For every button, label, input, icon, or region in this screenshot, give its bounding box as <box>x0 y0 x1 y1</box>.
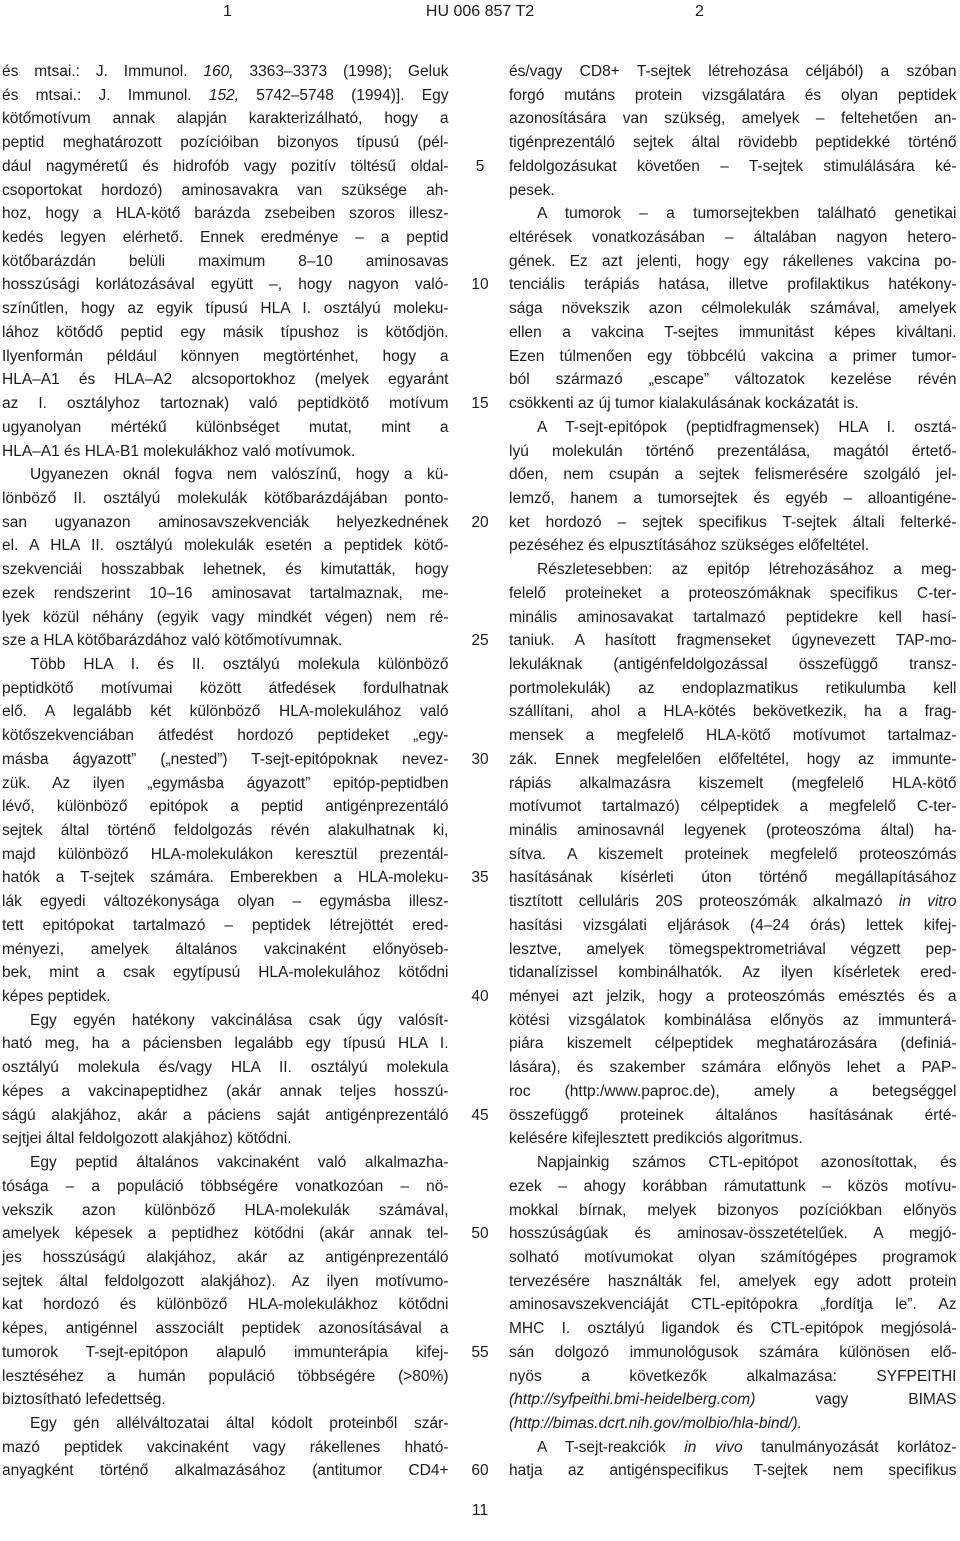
paragraph <box>2 1412 449 1483</box>
text-run: dául nagyméretű és hidrofób vagy pozitív töltésű oldal- <box>2 157 449 175</box>
italic-text-run: 152, <box>208 86 240 104</box>
text-run: pesek. <box>509 181 555 199</box>
text-line <box>509 297 957 321</box>
text-line <box>2 1104 449 1128</box>
text-column <box>2 60 449 1483</box>
text-line <box>509 1317 957 1341</box>
text-run: kötőbarázdán belüli maximum 8–10 aminosavas <box>2 252 449 270</box>
line-number: 15 <box>471 395 489 413</box>
text-run: ezek – ahogy korábban rámutattunk – közös motívu- <box>509 1177 957 1195</box>
left-column-page-number: 1 <box>223 3 232 20</box>
text-run: felelő proteineket a proteoszómáknak specifikus C-ter- <box>509 584 957 602</box>
text-run: A T-sejt-epitópok (peptidfragmensek) HLA I. osztá- <box>537 418 957 436</box>
text-line <box>509 748 957 772</box>
text-line <box>2 1199 449 1223</box>
text-line <box>2 1032 449 1056</box>
text-run: aminosavszekvenciáját CTL-epitópokra „fordítja le”. Az <box>509 1296 957 1314</box>
text-run: solható motívumokat olyan számítógépes programok <box>509 1248 957 1266</box>
text-run: lák egyedi változékonysága olyan – egymásba illesz- <box>2 893 449 911</box>
text-run: tanulmányozását korlátoz- <box>742 1438 957 1456</box>
text-run: tervezésére használták fel, amelyek egy adott protein <box>509 1272 957 1290</box>
text-line <box>509 700 957 724</box>
text-line <box>509 202 957 226</box>
text-run: összefüggő proteinek általános hasításának érté- <box>509 1106 957 1124</box>
text-line <box>509 890 957 914</box>
text-run: lesztéséhez a humán populáció többségére (>80%) <box>2 1367 449 1385</box>
text-run: hoz, hogy a HLA-kötő barázda zsebeiben szoros illesz- <box>2 205 449 223</box>
text-run: hosszúsági korlátozásával együtt –, hogy nagyon való- <box>2 276 449 294</box>
text-line <box>2 1175 449 1199</box>
text-line <box>2 1222 449 1246</box>
text-line <box>509 1365 957 1389</box>
text-line <box>2 724 449 748</box>
text-run: tidanalízissel kombinálhatók. Az ilyen kísérletek ered- <box>509 964 957 982</box>
text-run: eltérések vonatkozásában – általában nagyon hetero- <box>509 229 957 247</box>
text-run: pezéséhez és elpusztításához szükséges előfeltétel. <box>509 537 870 555</box>
text-run: HLA–A1 és HLA–A2 alcsoportokhoz (melyek egyaránt <box>2 371 449 389</box>
text-line <box>2 511 449 535</box>
text-line <box>2 1365 449 1389</box>
paragraph <box>2 1151 449 1412</box>
text-run: hosszúságúak és aminosav-összetételűek. A megjó- <box>509 1225 957 1243</box>
text-line <box>509 226 957 250</box>
text-line <box>509 84 957 108</box>
text-run: jes hosszúságú alakjához, akár az antigénprezentáló <box>2 1248 449 1266</box>
text-line <box>509 131 957 155</box>
text-run: biztosítható lefedettség. <box>2 1391 166 1409</box>
text-line <box>509 582 957 606</box>
text-run: színűtlen, hogy az egyik típusú HLA I. osztályú moleku- <box>2 300 449 318</box>
text-run: taniuk. A hasított fragmenseket úgynevezett TAP-mo- <box>509 632 957 650</box>
text-line <box>509 1104 957 1128</box>
text-line <box>2 866 449 890</box>
text-line <box>509 155 957 179</box>
document-id: HU 006 857 T2 <box>425 3 535 20</box>
text-line <box>2 155 449 179</box>
text-run: piára kiszemelt célpeptidek meghatározására (definiá- <box>509 1035 957 1053</box>
text-run: sejtjei által feldolgozott alakjához) kötődni. <box>2 1130 292 1148</box>
text-run: hatja az antigénspecifikus T-sejtek nem specifikus <box>509 1462 957 1480</box>
text-run: tigénprezentáló sejtek által rövidebb peptidekké történő <box>509 134 957 152</box>
text-line <box>2 1270 449 1294</box>
text-line <box>509 1293 957 1317</box>
text-run: Ilyenformán például könnyen megtörténhet, hogy a <box>2 347 449 365</box>
line-number: 5 <box>475 157 485 175</box>
text-run: MHC I. osztályú ligandok és CTL-epitópok megjósolá- <box>509 1320 957 1338</box>
text-line <box>2 84 449 108</box>
line-number: 35 <box>471 869 489 887</box>
text-run: lévő, különböző epitópok a peptid antigénprezentáló <box>2 798 449 816</box>
text-run: mensek a megfelelő HLA-kötő motívumot tartalmaz- <box>509 727 957 745</box>
italic-text-run: 160, <box>203 63 234 80</box>
text-run: zük. Az ilyen „egymásba ágyazott” epitóp-peptidben <box>2 774 449 792</box>
text-line <box>2 250 449 274</box>
text-line <box>2 1127 449 1151</box>
text-line <box>2 416 449 440</box>
text-line <box>2 653 449 677</box>
text-line <box>2 677 449 701</box>
text-line <box>2 700 449 724</box>
text-run: dően, nem csupán a sejtek felismerésére szolgáló jel- <box>509 466 957 484</box>
text-line <box>509 1127 957 1151</box>
text-line <box>509 250 957 274</box>
text-line <box>509 321 957 345</box>
text-run: Egy egyén hatékony vakcinálása csak úgy valósít- <box>30 1011 449 1029</box>
text-run: osztályú molekula és/vagy HLA II. osztályú molekula <box>2 1059 449 1077</box>
text-line <box>509 938 957 962</box>
text-run: lyú molekulán történő prezentálása, magától értető- <box>509 442 957 460</box>
text-line <box>2 1317 449 1341</box>
text-line <box>2 487 449 511</box>
line-number: 55 <box>471 1343 489 1361</box>
text-line <box>2 1388 449 1412</box>
text-line <box>509 1412 957 1436</box>
text-line <box>509 1246 957 1270</box>
text-run: ellen a vakcina T-sejtes immunitást képes kiváltani. <box>509 323 957 341</box>
italic-text-run: (http://syfpeithi.bmi-heidelberg.com) <box>509 1391 756 1409</box>
text-run: sejtek által feldolgozott alakjához). Az ilyen motívumo- <box>2 1272 449 1290</box>
text-run: Részletesebben: az epitóp létrehozásához a meg- <box>537 561 957 579</box>
text-line <box>509 60 957 84</box>
text-line <box>2 179 449 203</box>
text-run: lására), és szakember számára előnyös lehet a PAP- <box>509 1059 957 1077</box>
text-line <box>509 558 957 582</box>
line-number: 30 <box>471 750 489 768</box>
text-run: forgó mutáns protein vizsgálatára és olyan peptidek <box>509 86 957 104</box>
text-run: csoportokat hordozó) aminosavakra van szüksége ah- <box>2 181 449 199</box>
paragraph <box>509 1436 957 1483</box>
text-run: A tumorok – a tumorsejtekben található genetikai <box>537 205 957 223</box>
text-run: Több HLA I. és II. osztályú molekula különböző <box>30 655 449 673</box>
text-line <box>509 1341 957 1365</box>
line-number: 50 <box>471 1225 489 1243</box>
text-run: lához kötődő peptid egy másik típushoz is kötődjön. <box>2 323 449 341</box>
paragraph <box>2 653 449 1009</box>
text-run: majd különböző HLA-molekulákon keresztül prezentál- <box>2 845 449 863</box>
text-line <box>509 866 957 890</box>
text-line <box>2 321 449 345</box>
text-line <box>509 1009 957 1033</box>
text-line <box>2 345 449 369</box>
text-run: feldolgozásukat követően – T-sejtek stimulálására ké- <box>509 157 957 175</box>
text-run: A T-sejt-reakciók <box>537 1438 685 1456</box>
text-line <box>509 1270 957 1294</box>
line-number: 45 <box>471 1106 489 1124</box>
text-run: rápiás alkalmazásra kiszemelt (megfelelő HLA-kötő <box>509 774 957 792</box>
text-run: vagy BIMAS <box>755 1391 957 1409</box>
text-run: képes peptidek. <box>2 988 111 1006</box>
text-line <box>2 890 449 914</box>
text-run: tósága – a populáció többségére vonatkozóan – nö- <box>2 1177 449 1195</box>
text-run: sága növekszik azon célmolekulák számával, amelyek <box>509 300 957 318</box>
text-run: lyek közül néhány (egyik vagy mindkét végen) nem ré- <box>2 608 449 626</box>
text-run: ezek rendszerint 10–16 aminosavat tartalmaznak, me- <box>2 584 449 602</box>
text-run: minális aminosavakat tartalmazó peptidekre kell hasí- <box>509 608 957 626</box>
text-run: anyagként történő alkalmazásához (antitumor CD4+ <box>2 1462 449 1480</box>
text-run: el. A HLA II. osztályú molekulák esetén a peptidek kötő- <box>2 537 449 555</box>
text-run: Egy gén allélváltozatai által kódolt proteinből szár- <box>30 1414 449 1432</box>
text-run: tumorok T-sejt-epitópon alapuló immunterápia kifej- <box>2 1343 449 1361</box>
text-run: sejtek által történő feldolgozás révén alakulhatnak ki, <box>2 822 449 839</box>
text-line <box>2 131 449 155</box>
text-line <box>2 1436 449 1460</box>
text-line <box>509 487 957 511</box>
paragraph <box>509 202 957 415</box>
text-line <box>2 914 449 938</box>
text-line <box>2 440 449 464</box>
text-line <box>2 392 449 416</box>
text-line <box>509 107 957 131</box>
paragraph <box>509 1151 957 1436</box>
text-run: Egy peptid általános vakcinaként való alkalmazha- <box>30 1154 449 1172</box>
text-run: kötőszekvenciában átfedést hordozó peptideket „egy- <box>2 727 449 745</box>
text-run: lönböző II. osztályú molekulák kötőbarázdájában ponto- <box>2 489 449 507</box>
text-run: motívumot tartalmazó) célpeptidek a megfelelő C-ter- <box>509 798 957 816</box>
text-line <box>509 1056 957 1080</box>
text-line <box>2 273 449 297</box>
text-run: HLA–A1 és HLA-B1 molekulákhoz való motívumok. <box>2 442 356 460</box>
text-run: csökkenti az új tumor kialakulásának kockázatát is. <box>509 395 859 413</box>
text-line <box>509 1080 957 1104</box>
italic-text-run: (http://bimas.dcrt.nih.gov/molbio/hla-bind/). <box>509 1414 802 1432</box>
text-run: sze a HLA kötőbarázdához való kötőmotívumnak. <box>2 632 343 650</box>
paragraph <box>509 416 957 558</box>
text-line <box>2 795 449 819</box>
text-line <box>509 914 957 938</box>
text-line <box>2 534 449 558</box>
text-line <box>2 1459 449 1483</box>
text-line <box>509 392 957 416</box>
text-run: szekvenciái hosszabbak lehetnek, és kimutatták, hogy <box>2 561 449 579</box>
text-run: és mtsai.: J. Immunol. <box>2 63 204 80</box>
text-line <box>509 1222 957 1246</box>
text-line <box>2 582 449 606</box>
text-run: hasítási vizsgálati eljárások (4–24 órás) lettek kifej- <box>509 916 957 934</box>
text-line <box>2 1341 449 1365</box>
text-run: ból származó „escape” változatok kezelése révén <box>509 371 957 389</box>
text-run: ket hordozó – sejtek specifikus T-sejtek általi felterké- <box>509 513 957 531</box>
text-line <box>509 795 957 819</box>
text-run: vekszik azon különböző HLA-molekulák számával, <box>2 1201 449 1219</box>
text-run: gének. Ez azt jelenti, hogy egy rákellenes vakcina po- <box>509 252 957 270</box>
text-run: tenciális terápiás hatása, illetve profilaktikus hatékony- <box>509 276 957 294</box>
text-line <box>509 1199 957 1223</box>
text-line <box>509 629 957 653</box>
text-line <box>2 629 449 653</box>
text-run: Napjainkig számos CTL-epitópot azonosítottak, és <box>537 1154 957 1172</box>
page-number: 11 <box>471 1502 489 1519</box>
text-line <box>2 1009 449 1033</box>
text-line <box>2 1080 449 1104</box>
text-line <box>2 606 449 630</box>
text-line <box>509 511 957 535</box>
line-number-gutter <box>458 60 502 1490</box>
paragraph <box>2 463 449 653</box>
text-run: képes a vakcinapeptidhez (akár annak teljes hosszú- <box>2 1082 449 1100</box>
text-line <box>2 772 449 796</box>
text-line <box>2 1412 449 1436</box>
text-line <box>2 107 449 131</box>
text-run: peptid meghatározott pozícióiban bizonyos típusú (pél- <box>2 134 449 152</box>
text-line <box>2 558 449 582</box>
text-line <box>2 368 449 392</box>
text-line <box>509 416 957 440</box>
line-number: 10 <box>471 276 489 294</box>
text-line <box>2 226 449 250</box>
line-number: 60 <box>471 1462 489 1480</box>
text-line <box>2 985 449 1009</box>
text-line <box>509 606 957 630</box>
text-line <box>509 843 957 867</box>
text-line <box>509 1388 957 1412</box>
text-line <box>2 748 449 772</box>
text-run: mokkal bírnak, melyek bizonyos pozíciókban előnyös <box>509 1201 957 1219</box>
text-line <box>509 1436 957 1460</box>
text-line <box>509 1175 957 1199</box>
text-run: portmolekulák) az endoplazmatikus retikulumba kell <box>509 679 957 697</box>
text-run: tisztított celluláris 20S proteoszómák alkalmazó <box>509 893 899 911</box>
text-line <box>2 463 449 487</box>
text-line <box>2 938 449 962</box>
text-run: az I. osztályhoz tartoznak) való peptidkötő motívum <box>2 395 449 413</box>
italic-text-run: in vivo <box>684 1438 743 1456</box>
text-run: és mtsai.: J. Immunol. <box>2 86 209 104</box>
text-run: ságú alakjához, akár a páciens saját antigénprezentáló <box>2 1106 449 1124</box>
text-line <box>509 1459 957 1483</box>
text-run: Ezen túlmenően egy többcélú vakcina a primer tumor- <box>509 347 957 365</box>
text-line <box>2 1293 449 1317</box>
text-run: kötési vizsgálatok kombinálása előnyös az immunterá- <box>509 1011 957 1029</box>
text-line <box>509 368 957 392</box>
text-line <box>2 1246 449 1270</box>
paragraph <box>2 1009 449 1151</box>
text-line <box>2 60 449 84</box>
italic-text-run: in vitro <box>898 893 957 911</box>
text-line <box>2 202 449 226</box>
text-run: hatók a T-sejtek számára. Emberekben a HLA-moleku- <box>2 869 449 887</box>
text-run: sítva. A kiszemelt proteinek megfelelő proteoszómás <box>509 845 957 863</box>
paragraph <box>509 558 957 1151</box>
text-run: 3363–3373 (1998); Geluk <box>233 63 449 80</box>
text-line <box>2 843 449 867</box>
text-line <box>509 1032 957 1056</box>
line-number: 40 <box>471 988 489 1006</box>
text-line <box>509 772 957 796</box>
text-run: peptidkötő motívumai között átfedések fordulhatnak <box>2 679 449 697</box>
text-line <box>509 534 957 558</box>
text-run: san ugyanazon aminosavszekvenciák helyezkednének <box>2 513 449 531</box>
text-run: lesztve, amelyek tömegspektrometriával végzett pep- <box>509 940 957 958</box>
text-run: kat hordozó és különböző HLA-molekulákhoz kötődni <box>2 1296 449 1314</box>
text-run: bek, mint a csak egytípusú HLA-molekulához kötődni <box>2 964 449 982</box>
text-run: lekuláknak (antigénfeldolgozással összefüggő transz- <box>509 655 957 673</box>
text-line <box>509 985 957 1009</box>
text-run: amelyek képesek a peptidhez kötődni (akár annak tel- <box>2 1225 449 1243</box>
text-run: kedés legyen elérhető. Ennek eredménye – a peptid <box>2 229 449 247</box>
text-line <box>509 961 957 985</box>
text-run: ható meg, ha a páciensben legalább egy típusú HLA I. <box>2 1035 449 1053</box>
text-run: ugyanolyan mértékű különbséget mutat, mint a <box>2 418 449 436</box>
text-column <box>509 60 957 1483</box>
text-line <box>2 961 449 985</box>
text-line <box>2 1056 449 1080</box>
text-run: lemző, hanem a tumorsejtek és egyéb – alloantigéne- <box>509 489 957 507</box>
text-run: másba ágyazott” („nested”) T-sejt-epitópoknak nevez- <box>2 750 449 768</box>
text-run: hasításának kísérleti úton történő megállapításához <box>509 869 957 887</box>
text-run: szállítani, ahol a HLA-kötés bekövetkezik, ha a frag- <box>509 703 957 721</box>
text-line <box>2 819 449 843</box>
text-line <box>509 819 957 843</box>
text-run: 5742–5748 (1994)]. Egy <box>239 86 449 104</box>
text-line <box>509 273 957 297</box>
text-run: elő. A legalább két különböző HLA-molekulához való <box>2 703 449 721</box>
text-run: ményei azt jelzik, hogy a proteoszómás emésztés és a <box>509 988 957 1006</box>
text-line <box>509 179 957 203</box>
text-line <box>2 297 449 321</box>
text-run: azonosítására van szükség, amelyek – feltehetően an- <box>509 110 957 128</box>
paragraph <box>509 60 957 202</box>
right-column-page-number: 2 <box>695 3 704 20</box>
text-line <box>509 345 957 369</box>
text-run: és/vagy CD8+ T-sejtek létrehozása céljából) a szóban <box>509 63 957 80</box>
text-run: roc (http:/www.paproc.de), amely a betegséggel <box>509 1082 957 1100</box>
text-run: mazó peptidek vakcinaként vagy rákellenes hható- <box>2 1438 449 1456</box>
text-run: nyös a következők alkalmazása: SYFPEITHI <box>509 1367 957 1385</box>
text-run: Ugyanezen oknál fogva nem valószínű, hogy a kü- <box>30 466 449 484</box>
text-run: kötőmotívum annak alapján karakterizálható, hogy a <box>2 110 449 128</box>
text-line <box>509 440 957 464</box>
line-number: 20 <box>471 513 489 531</box>
text-run: tett epitópokat tartalmazó – peptidek létrejöttét ered- <box>2 916 449 934</box>
text-run: zák. Ennek megfelelően előfeltétel, hogy az immunte- <box>509 750 957 768</box>
text-run: képes, antigénnel asszociált peptidek azonosításával a <box>2 1320 449 1338</box>
text-run: sán dolgozó immunológusok számára különösen elő- <box>509 1343 957 1361</box>
text-run: kelésére kifejlesztett predikciós algoritmus. <box>509 1130 803 1148</box>
text-line <box>509 463 957 487</box>
text-line <box>509 653 957 677</box>
text-run: minális aminosavnál legyenek (proteoszóma által) ha- <box>509 822 957 839</box>
text-line <box>509 724 957 748</box>
text-run: ményezi, amelyek általános vakcinaként előnyöseb- <box>2 940 449 958</box>
text-line <box>2 1151 449 1175</box>
line-number: 25 <box>471 632 489 650</box>
text-line <box>509 677 957 701</box>
paragraph <box>2 60 449 463</box>
text-line <box>509 1151 957 1175</box>
